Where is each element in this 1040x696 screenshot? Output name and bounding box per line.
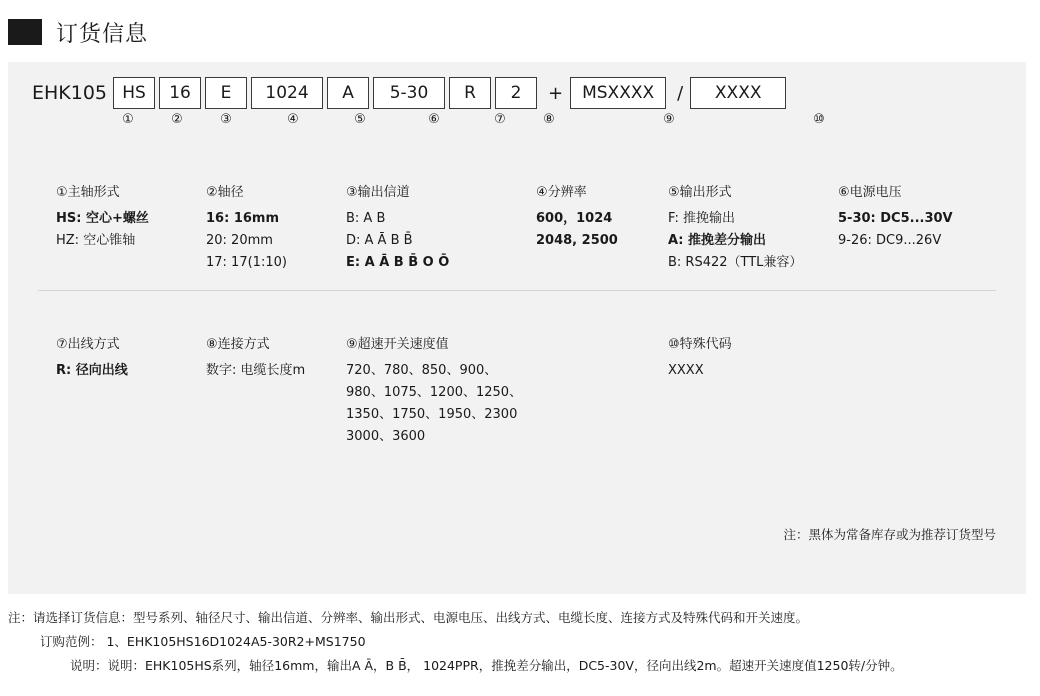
legend-title-10: ⑩特殊代码 <box>668 337 732 352</box>
page-header <box>0 0 1040 52</box>
legend-item-9-3: 3000、3600 <box>346 429 426 444</box>
model-code-row <box>30 76 790 110</box>
legend-col-shaft <box>206 182 287 274</box>
marker-2: ② <box>171 112 183 127</box>
legend-item-1-1: HZ: 空心锥轴 <box>56 233 136 248</box>
legend-col-output <box>668 182 802 274</box>
bottom-note-line-3: 说明：说明：EHK105HS系列，轴径16mm，输出A Ā，B B̄， 1024PPR，推挽差分输出，DC5-30V，径向出线2m。超速开关速度值1250转/分钟。 <box>70 658 903 673</box>
legend-col-connection <box>206 334 305 382</box>
model-segment-5[interactable]: A <box>327 77 369 109</box>
legend-col-channel <box>346 182 449 274</box>
model-segment-10[interactable]: XXXX <box>690 77 786 109</box>
legend-title-7: ⑦出线方式 <box>56 337 120 352</box>
legend-col-overspeed <box>346 334 522 448</box>
legend-col-spindle <box>56 182 149 252</box>
model-segment-4[interactable]: 1024 <box>251 77 323 109</box>
legend-col-resolution <box>536 182 618 252</box>
legend-title-5: ⑤输出形式 <box>668 185 732 200</box>
legend-item-9-2: 1350、1750、1950、2300 <box>346 407 518 422</box>
legend-item-9-0: 720、780、850、900、 <box>346 363 498 378</box>
model-segment-6[interactable]: 5-30 <box>373 77 445 109</box>
model-prefix: EHK105 <box>32 82 108 104</box>
legend-item-1-0: HS: 空心+螺丝 <box>56 211 149 226</box>
legend-item-9-1: 980、1075、1200、1250、 <box>346 385 523 400</box>
legend-item-5-1: A: 推挽差分输出 <box>668 233 767 248</box>
model-segment-7[interactable]: R <box>449 77 491 109</box>
marker-4: ④ <box>287 112 299 127</box>
marker-7: ⑦ <box>494 112 506 127</box>
marker-10: ⑩ <box>813 112 825 127</box>
model-segment-3[interactable]: E <box>205 77 247 109</box>
bottom-notes <box>8 606 1028 678</box>
marker-8: ⑧ <box>543 112 555 127</box>
legend-item-2-1: 20: 20mm <box>206 233 273 248</box>
legend-item-2-0: 16: 16mm <box>206 211 279 226</box>
model-segment-9[interactable]: MSXXXX <box>570 77 666 109</box>
model-segment-2[interactable]: 16 <box>159 77 201 109</box>
header-accent-bar <box>8 19 42 45</box>
legend-col-special-code <box>668 334 732 382</box>
plus-sign: + <box>548 82 564 104</box>
marker-6: ⑥ <box>428 112 440 127</box>
slash-sign: / <box>677 82 684 104</box>
section-divider <box>38 290 996 291</box>
legend-item-5-0: F: 推挽输出 <box>668 211 735 226</box>
legend-item-6-1: 9-26: DC9...26V <box>838 233 942 248</box>
marker-9: ⑨ <box>663 112 675 127</box>
legend-title-3: ③输出信道 <box>346 185 410 200</box>
marker-1: ① <box>122 112 134 127</box>
legend-title-8: ⑧连接方式 <box>206 337 270 352</box>
model-segment-8[interactable]: 2 <box>495 77 537 109</box>
panel-footnote: 注：黑体为常备库存或为推荐订货型号 <box>783 527 996 542</box>
legend-col-cable-exit <box>56 334 128 382</box>
legend-item-4-1: 2048, 2500 <box>536 233 618 248</box>
legend-item-6-0: 5-30: DC5...30V <box>838 211 953 226</box>
page-title: 订货信息 <box>56 21 149 47</box>
legend-title-6: ⑥电源电压 <box>838 185 902 200</box>
legend-item-2-2: 17: 17(1:10) <box>206 255 287 270</box>
bottom-note-line-2: 订购范例： 1、EHK105HS16D1024A5-30R2+MS1750 <box>40 634 366 649</box>
legend-item-3-2: E: A Ā B B̄ O Ō <box>346 255 450 270</box>
marker-5: ⑤ <box>354 112 366 127</box>
legend-item-10-0: XXXX <box>668 363 704 378</box>
legend-title-2: ②轴径 <box>206 185 244 200</box>
legend-title-9: ⑨超速开关速度值 <box>346 337 449 352</box>
legend-title-1: ①主轴形式 <box>56 185 120 200</box>
ordering-info-panel <box>8 62 1026 594</box>
legend-title-4: ④分辨率 <box>536 185 587 200</box>
legend-item-3-1: D: A Ā B B̄ <box>346 233 413 248</box>
marker-3: ③ <box>220 112 232 127</box>
legend-col-voltage <box>838 182 953 252</box>
legend-item-5-2: B: RS422（TTL兼容） <box>668 255 803 270</box>
legend-item-8-0: 数字: 电缆长度m <box>206 363 306 378</box>
model-segment-1[interactable]: HS <box>113 77 155 109</box>
bottom-note-line-1: 注：请选择订货信息：型号系列、轴径尺寸、输出信道、分辨率、输出形式、电源电压、出线方式、电缆长度、连接方式及特殊代码和开关速度。 <box>8 610 809 625</box>
legend-item-4-0: 600，1024 <box>536 211 613 226</box>
legend-item-3-0: B: A B <box>346 211 386 226</box>
legend-item-7-0: R: 径向出线 <box>56 363 128 378</box>
